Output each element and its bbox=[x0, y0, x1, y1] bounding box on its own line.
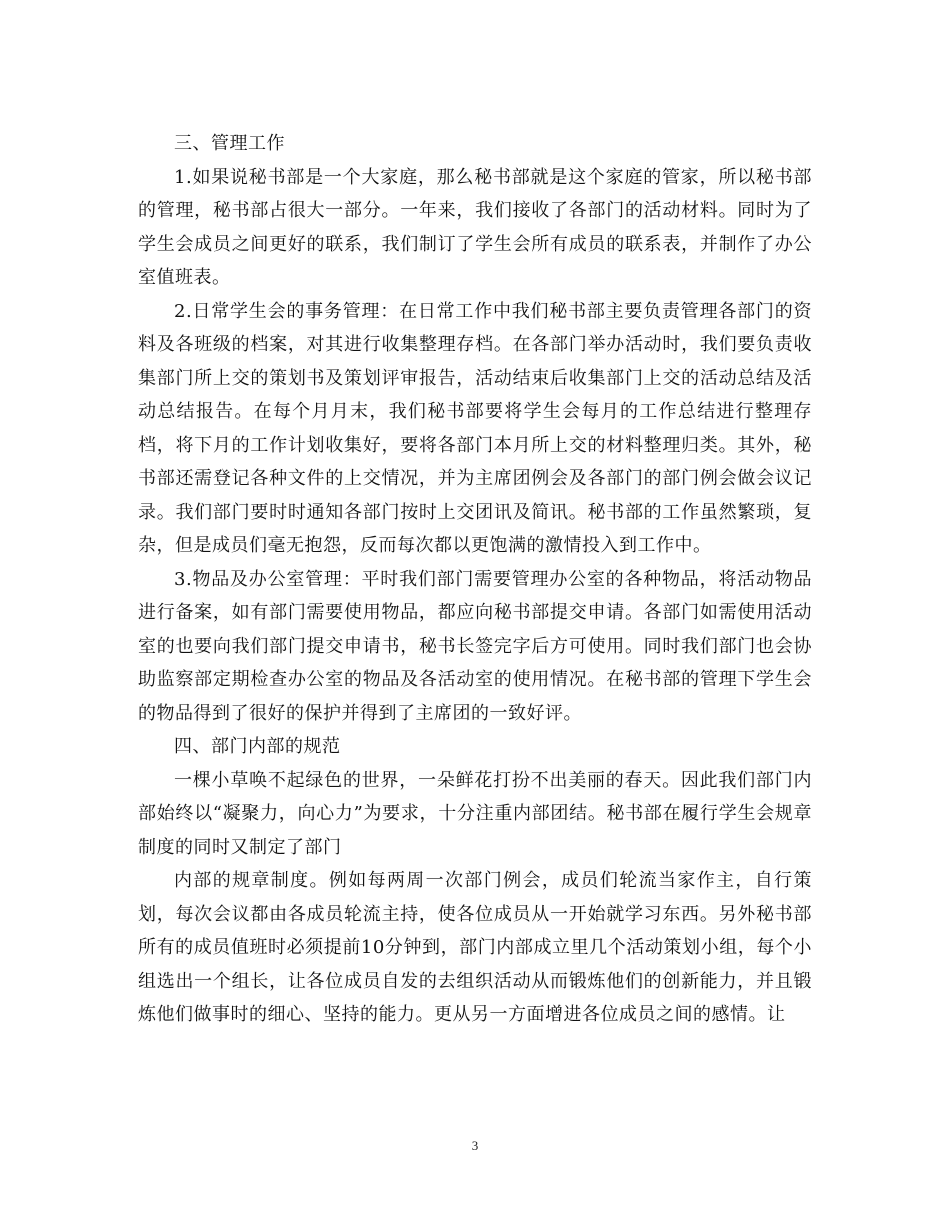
paragraph: 1.如果说秘书部是一个大家庭，那么秘书部就是这个家庭的管家，所以秘书部的管理，秘书部占很大一部分。一年来，我们接收了各部门的活动材料。同时为了学生会成员之间更好的联系，我们制订了学生会所有成员的联系表，并制作了办公室值班表。 bbox=[138, 166, 812, 288]
paragraph: 2.日常学生会的事务管理：在日常工作中我们秘书部主要负责管理各部门的资料及各班级的档案，对其进行收集整理存档。在各部门举办活动时，我们要负责收集部门所上交的策划书及策划评审报告，活动结束后收集部门上交的活动总结及活动总结报告。在每个月月末，我们秘书部要将学生会每月的工作总结进行整理存档，将下月的工作计划收集好，要将各部门本月所上交的材料整理归类。其外，秘书部还需登记各种文件的上交情况，并为主席团例会及各部门的部门例会做会议记录。我们部门要时时通知各部门按时上交团讯及简讯。秘书部的工作虽然繁琐，复杂，但是成员们毫无抱怨，反而每次都以更饱满的激情投入到工作中。 bbox=[138, 300, 812, 556]
paragraph: 内部的规章制度。例如每两周一次部门例会，成员们轮流当家作主，自行策划，每次会议都由各成员轮流主持，使各位成员从一开始就学习东西。另外秘书部所有的成员值班时必须提前10分钟到，部门内部成立里几个活动策划小组，每个小组选出一个组长，让各位成员自发的去组织活动从而锻炼他们的创新能力，并且锻炼他们做事时的细心、坚持的能力。更从另一方面增进各位成员之间的感情。让 bbox=[138, 870, 812, 1025]
paragraph: 3.物品及办公室管理：平时我们部门需要管理办公室的各种物品，将活动物品进行备案，如有部门需要使用物品，都应向秘书部提交申请。各部门如需使用活动室的也要向我们部门提交申请书，秘书长签完字后方可使用。同时我们部门也会协助监察部定期检查办公室的物品及各活动室的使用情况。在秘书部的管理下学生会的物品得到了很好的保护并得到了主席团的一致好评。 bbox=[138, 568, 812, 724]
paragraph: 一棵小草唤不起绿色的世界，一朵鲜花打扮不出美丽的春天。因此我们部门内部始终以“凝聚力，向心力”为要求，十分注重内部团结。秘书部在履行学生会规章制度的同时又制定了部门 bbox=[138, 769, 812, 858]
section-heading: 四、部门内部的规范 bbox=[174, 736, 341, 757]
document-body bbox=[138, 127, 812, 1032]
section-heading: 三、管理工作 bbox=[174, 133, 285, 154]
page-number: 3 bbox=[471, 1138, 479, 1153]
